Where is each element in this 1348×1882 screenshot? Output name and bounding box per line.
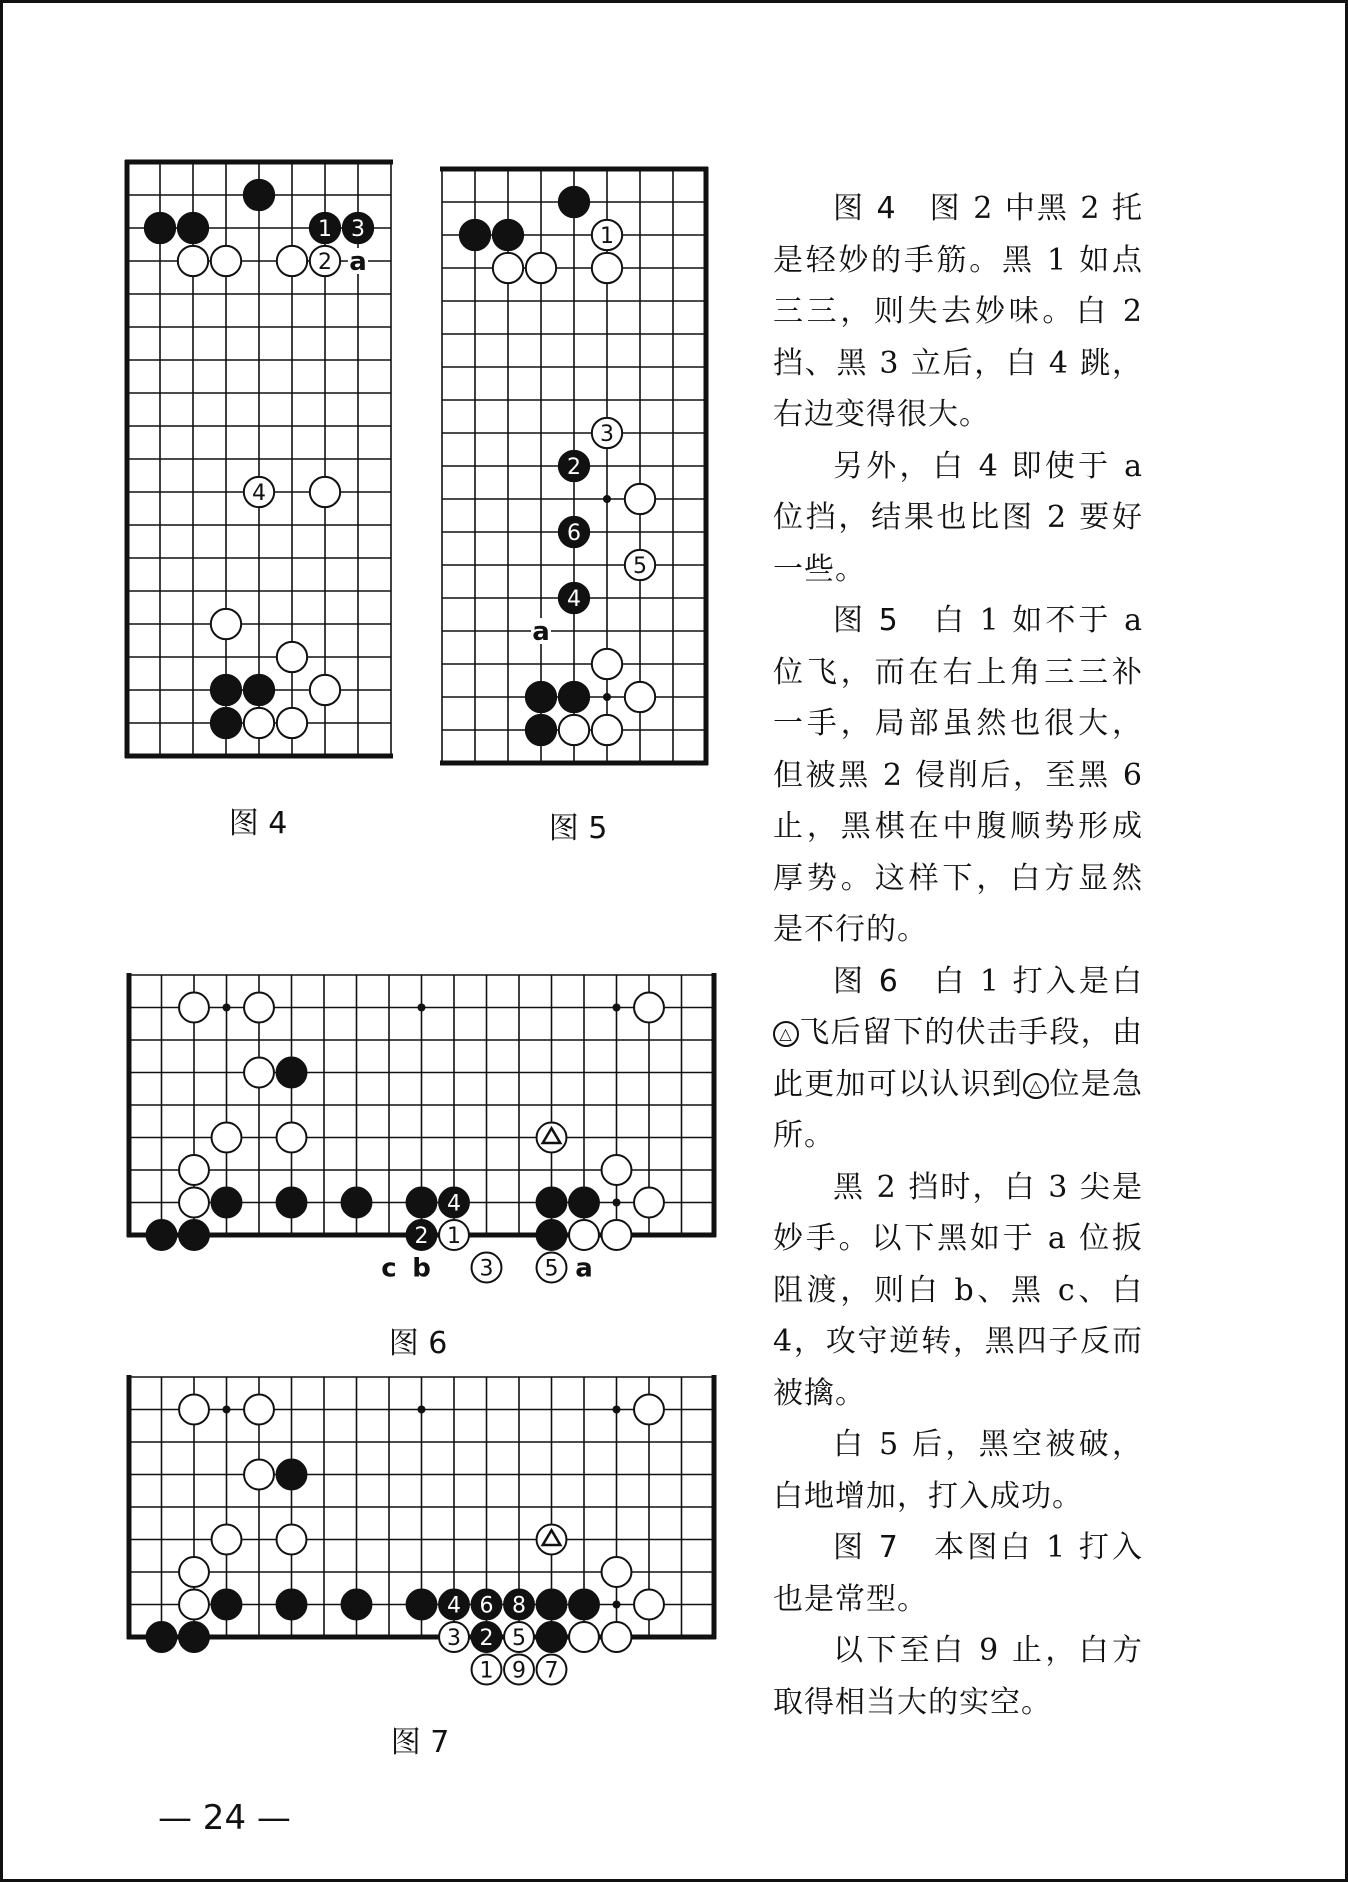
black-stone <box>493 220 523 250</box>
heading-fig6: 图 6 <box>833 963 899 999</box>
stone-move-number: 3 <box>351 217 365 242</box>
white-stone <box>602 1155 632 1185</box>
white-stone <box>625 682 655 712</box>
white-stone <box>179 1188 209 1218</box>
stone-move-number: 8 <box>512 1593 526 1619</box>
figure-5-board <box>438 165 728 785</box>
board-grid <box>440 167 708 765</box>
triangle-stone-icon: △ <box>1023 1073 1049 1099</box>
paragraph-fig4-extra: 另外，白 4 即使于 a 位挡，结果也比图 2 要好一些。 <box>773 448 1143 587</box>
point-mark-a: a <box>349 247 367 277</box>
white-stone <box>310 477 340 507</box>
star-point <box>613 1601 621 1609</box>
point-mark-c: c <box>381 1253 397 1284</box>
black-stone <box>569 1590 599 1620</box>
board-grid <box>125 160 393 758</box>
white-stone <box>244 1460 274 1490</box>
stone-move-number: 4 <box>447 1191 461 1217</box>
white-stone <box>277 1525 307 1555</box>
black-stone <box>277 1058 307 1088</box>
star-point <box>603 495 611 503</box>
black-stone <box>147 1220 177 1250</box>
white-stone <box>602 1622 632 1652</box>
white-stone <box>592 649 622 679</box>
paragraph-fig6 <box>773 956 1143 1162</box>
stone-move-number: 1 <box>600 224 614 249</box>
black-stone <box>569 1188 599 1218</box>
black-stone <box>277 1460 307 1490</box>
white-stone <box>211 609 241 639</box>
point-mark-a: a <box>532 617 550 647</box>
black-stone <box>244 180 274 210</box>
white-stone <box>179 1395 209 1425</box>
paragraph-fig6-b: 飞后留下的伏击手段，由此更加可以认识到 <box>773 1015 1143 1102</box>
star-point <box>613 1004 621 1012</box>
black-stone <box>342 1590 372 1620</box>
black-stone <box>526 682 556 712</box>
paragraph-fig4-body: 图 2 中黑 2 托是轻妙的手筋。黑 1 如点三三，则失去妙味。白 2 挡、黑 3 立后，白 4 跳，右边变得很大。 <box>773 191 1144 432</box>
black-stone <box>212 1590 242 1620</box>
figure-7-board <box>123 1373 723 1703</box>
stone-move-number: 4 <box>447 1593 461 1619</box>
black-stone <box>211 708 241 738</box>
stone-move-number: 4 <box>252 481 266 506</box>
white-stone <box>244 993 274 1023</box>
white-stone <box>602 1557 632 1587</box>
figure-4-board <box>121 158 411 778</box>
figure-4-caption: 图 4 <box>228 806 288 841</box>
paragraph-fig7 <box>773 1522 1143 1625</box>
stone-move-number: 1 <box>447 1224 461 1249</box>
stone-move-number: 1 <box>318 217 332 242</box>
stone-move-number: 5 <box>633 554 647 579</box>
stone-move-number: 2 <box>479 1626 494 1651</box>
paragraph-fig7-extra: 以下至白 9 止，白方取得相当大的实空。 <box>773 1633 1143 1720</box>
figure-7-caption: 图 7 <box>390 1725 450 1760</box>
white-stone <box>634 1395 664 1425</box>
stone-move-number: 5 <box>512 1626 526 1651</box>
white-stone <box>179 993 209 1023</box>
black-stone <box>277 1188 307 1218</box>
black-stone <box>179 1220 209 1250</box>
white-stone <box>277 642 307 672</box>
white-stone <box>277 1123 307 1153</box>
black-stone <box>212 1188 242 1218</box>
white-stone <box>179 1557 209 1587</box>
figure-5-caption: 图 5 <box>548 811 608 846</box>
heading-fig7: 图 7 <box>833 1530 899 1565</box>
black-stone <box>342 1188 372 1218</box>
stone-move-number: 7 <box>544 1658 559 1684</box>
white-stone <box>277 708 307 738</box>
stone-move-number: 2 <box>318 250 332 275</box>
white-stone <box>277 246 307 276</box>
black-stone <box>537 1188 567 1218</box>
stone-move-number: 2 <box>567 455 581 480</box>
triangle-stone-icon: △ <box>773 1021 799 1047</box>
black-stone <box>537 1590 567 1620</box>
star-point <box>418 1004 426 1012</box>
black-stone <box>526 715 556 745</box>
white-stone <box>178 246 208 276</box>
star-point <box>603 693 611 701</box>
white-stone <box>212 1525 242 1555</box>
white-stone <box>634 1188 664 1218</box>
white-stone <box>179 1155 209 1185</box>
white-stone <box>244 1058 274 1088</box>
paragraph-fig6-a: 白 1 打入是白 <box>934 963 1144 999</box>
paragraph-fig6-continued: 黑 2 挡时，白 3 尖是妙手。以下黑如于 a 位扳阻渡，则白 b、黑 c、白 4，攻守逆转，黑四子反而被擒。 <box>773 1169 1143 1411</box>
star-point <box>223 1004 231 1012</box>
board-grid <box>127 973 716 1284</box>
stone-move-number: 5 <box>544 1256 559 1282</box>
commentary-text <box>773 183 1143 1728</box>
stone-move-number: 3 <box>447 1626 461 1651</box>
white-stone <box>634 993 664 1023</box>
white-stone <box>592 253 622 283</box>
white-stone <box>244 708 274 738</box>
paragraph-fig6-result: 白 5 后，黑空被破，白地增加，打入成功。 <box>773 1427 1143 1514</box>
paragraph-fig4 <box>773 183 1143 441</box>
white-stone <box>310 675 340 705</box>
stone-move-number: 9 <box>512 1658 526 1684</box>
page-number: — 24 — <box>158 1798 291 1838</box>
star-point <box>613 1199 621 1207</box>
white-stone <box>212 1123 242 1153</box>
board-grid <box>127 1375 716 1684</box>
star-point <box>613 1406 621 1414</box>
star-point <box>418 1406 426 1414</box>
white-stone <box>559 715 589 745</box>
black-stone <box>179 1622 209 1652</box>
stone-move-number: 2 <box>414 1224 429 1249</box>
black-stone <box>460 220 490 250</box>
star-point <box>223 1406 231 1414</box>
black-stone <box>147 1622 177 1652</box>
white-stone <box>602 1220 632 1250</box>
paragraph-fig5 <box>773 595 1143 956</box>
paragraph-fig7-body: 本图白 1 打入也是常型。 <box>773 1530 1144 1617</box>
white-stone <box>625 484 655 514</box>
black-stone <box>559 682 589 712</box>
white-stone <box>569 1220 599 1250</box>
black-stone <box>407 1590 437 1620</box>
stone-move-number: 6 <box>479 1593 494 1619</box>
stone-move-number: 6 <box>567 521 581 546</box>
stone-move-number: 4 <box>567 587 581 612</box>
figure-6-board <box>123 971 723 1301</box>
black-stone <box>407 1188 437 1218</box>
black-stone <box>244 675 274 705</box>
white-stone <box>179 1590 209 1620</box>
black-stone <box>559 187 589 217</box>
heading-fig4: 图 4 <box>833 191 897 226</box>
white-stone <box>592 715 622 745</box>
white-stone <box>211 246 241 276</box>
point-mark-a: a <box>575 1253 593 1284</box>
black-stone <box>537 1622 567 1652</box>
white-stone <box>526 253 556 283</box>
heading-fig5: 图 5 <box>833 603 899 638</box>
black-stone <box>537 1220 567 1250</box>
stone-move-number: 3 <box>479 1256 494 1282</box>
paragraph-fig5-body: 白 1 如不于 a 位飞，而在右上角三三补一手，局部虽然也很大，但被黑 2 侵削后，至黑 6 止，黑棋在中腹顺势形成厚势。这样下，白方显然是不行的。 <box>773 603 1143 947</box>
stone-move-number: 1 <box>479 1658 494 1684</box>
black-stone <box>211 675 241 705</box>
figure-6-caption: 图 6 <box>388 1326 448 1361</box>
stone-move-number: 3 <box>600 422 614 447</box>
white-stone <box>493 253 523 283</box>
point-mark-b: b <box>412 1253 431 1284</box>
white-stone <box>634 1590 664 1620</box>
white-stone <box>569 1622 599 1652</box>
paragraph-fig6-c: 位是急所。 <box>773 1066 1144 1153</box>
black-stone <box>178 213 208 243</box>
black-stone <box>277 1590 307 1620</box>
white-stone <box>244 1395 274 1425</box>
black-stone <box>145 213 175 243</box>
